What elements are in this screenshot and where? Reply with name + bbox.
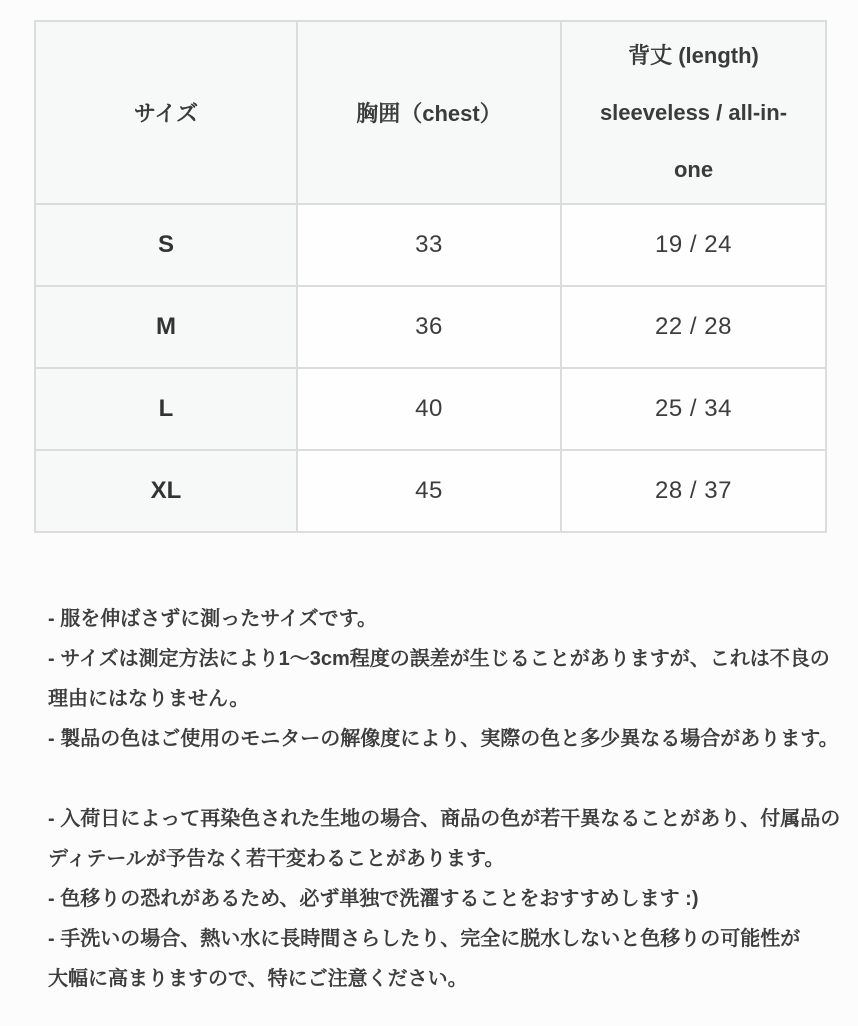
note-line: - サイズは測定方法により1〜3cm程度の誤差が生じることがありますが、これは不良の [48,648,830,670]
size-cell: XL [35,450,297,532]
note-line: - 入荷日によって再染色された生地の場合、商品の色が若干異なることがあり、付属品の [48,808,841,830]
header-size-label: サイズ [133,101,199,126]
note-paragraph [48,599,818,639]
size-cell: L [35,368,297,450]
size-cell: M [35,286,297,368]
header-chest-label: 胸囲（chest） [356,101,502,126]
note-paragraph [48,879,818,919]
length-cell: 19 / 24 [561,204,826,286]
size-chart-table [34,20,827,533]
note-paragraph [48,639,830,719]
note-paragraph [48,799,841,879]
length-cell: 25 / 34 [561,368,826,450]
size-cell: S [35,204,297,286]
size-chart-header-row [35,21,826,204]
table-row-m [35,286,826,368]
note-paragraph [48,719,839,759]
note-paragraph-spacer [48,759,818,799]
chest-cell: 45 [297,450,561,532]
chest-cell: 40 [297,368,561,450]
header-cell-chest [297,21,561,204]
note-line: 大幅に高まりますので、特にご注意ください。 [48,968,468,990]
header-length-label-jp: 背丈 (length) [628,43,759,68]
table-row-s [35,204,826,286]
length-cell: 22 / 28 [561,286,826,368]
table-row-l [35,368,826,450]
header-cell-size [35,21,297,204]
header-length-label-en: sleeveless / all-in-one [599,100,788,182]
note-line: 理由にはなりません。 [48,688,250,710]
note-line: - 服を伸ばさずに測ったサイズです。 [48,608,378,630]
note-paragraph [48,919,818,999]
notes-section [48,599,841,999]
chest-cell: 33 [297,204,561,286]
table-row-xl [35,450,826,532]
note-line: - 色移りの恐れがあるため、必ず単独で洗濯することをおすすめします :) [48,888,699,910]
length-cell: 28 / 37 [561,450,826,532]
chest-cell: 36 [297,286,561,368]
note-line: ディテールが予告なく若干変わることがあります。 [48,848,505,870]
note-line: - 製品の色はご使用のモニターの解像度により、実際の色と多少異なる場合があります。 [48,728,839,750]
note-line: - 手洗いの場合、熱い水に長時間さらしたり、完全に脱水しないと色移りの可能性が [48,928,801,950]
header-cell-length [561,21,826,204]
